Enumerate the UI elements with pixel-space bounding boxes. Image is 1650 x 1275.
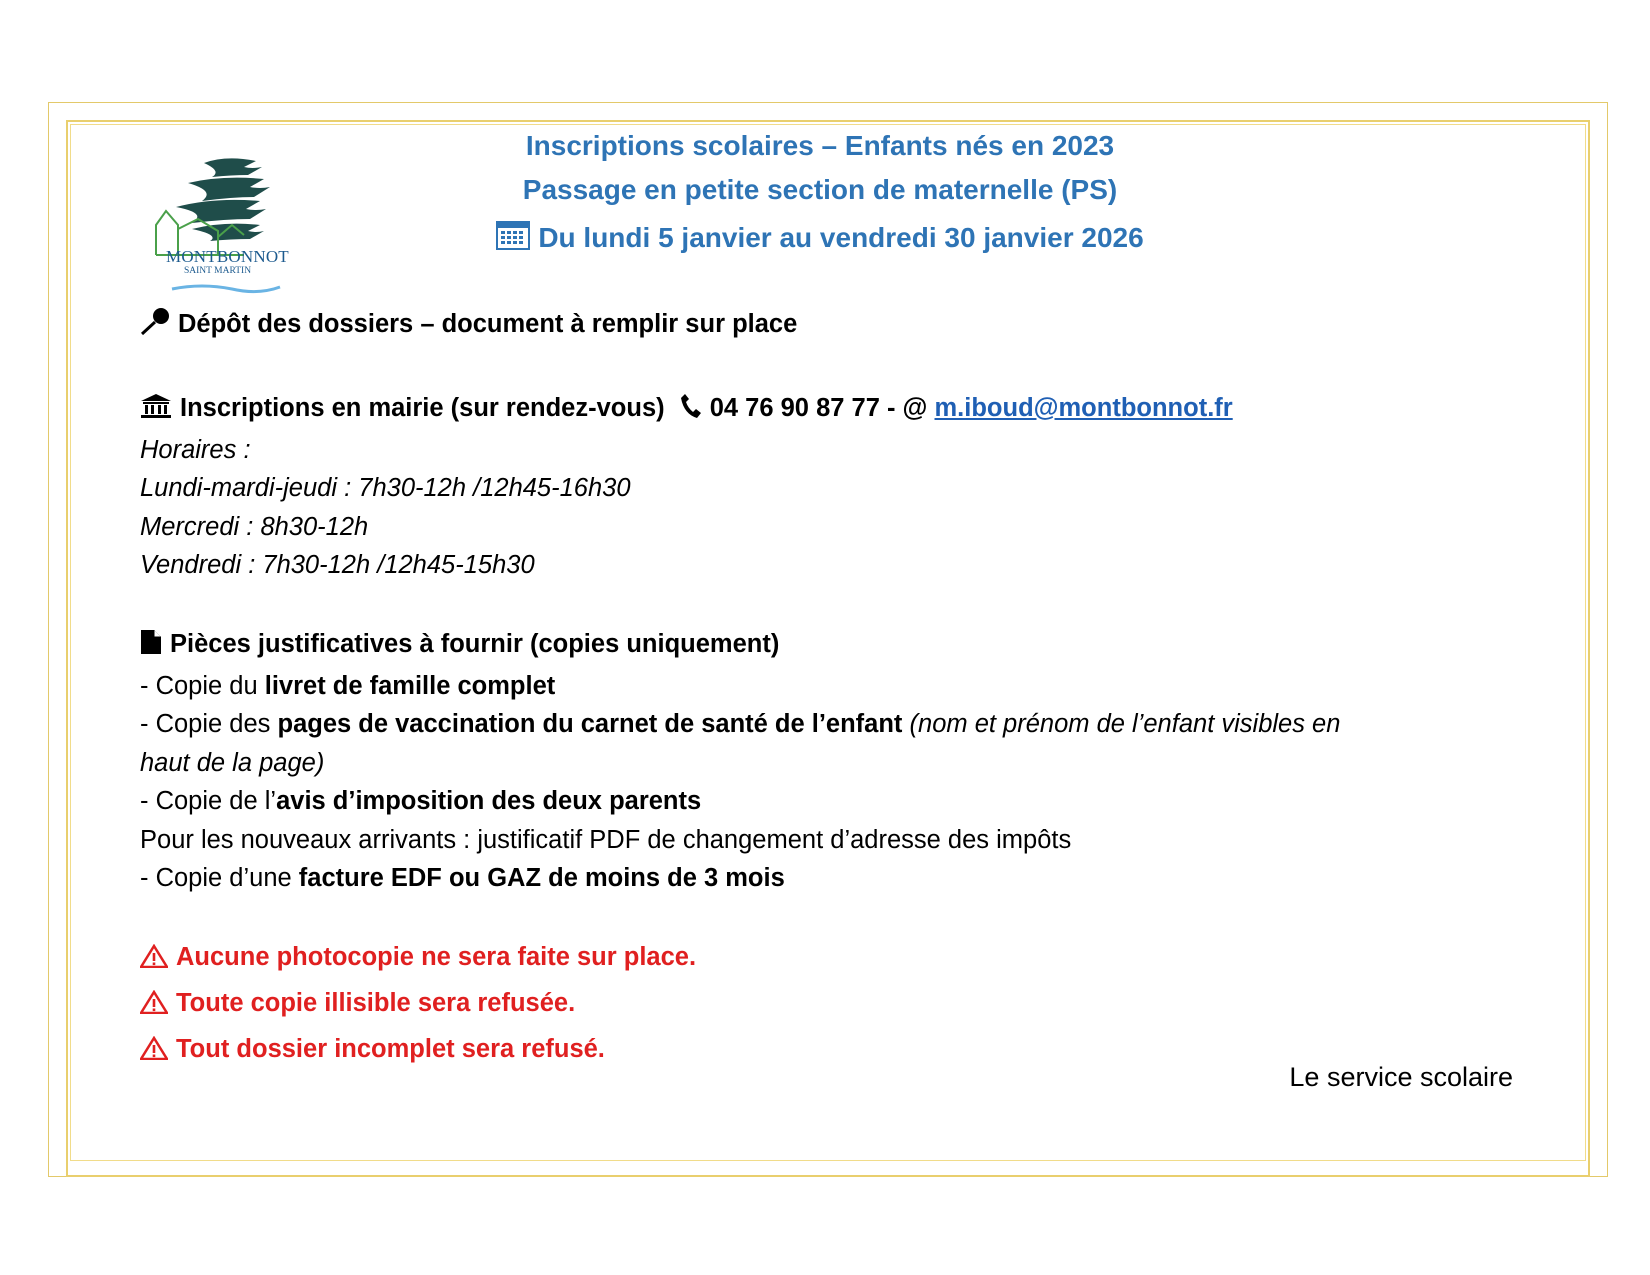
pieces-title: Pièces justificatives à fournir (copies uniquement) [170, 630, 780, 658]
mairie-heading [140, 389, 1520, 431]
logo-subname: SAINT MARTIN [184, 266, 252, 276]
list-item: Pour les nouveaux arrivants : justificatif PDF de changement d’adresse des impôts [140, 825, 1072, 854]
warning-icon [140, 939, 168, 982]
mairie-phone: 04 76 90 87 77 - @ [709, 394, 928, 422]
item-prefix: - Copie du [140, 671, 265, 700]
warning-icon [140, 985, 168, 1028]
warning-icon [140, 1031, 168, 1074]
warning-line [140, 982, 1520, 1028]
warning-text: Toute copie illisible sera refusée. [176, 989, 576, 1017]
depot-title: Dépôt des dossiers – document à remplir sur place [178, 310, 798, 338]
pushpin-icon [140, 307, 170, 347]
page-title: Inscriptions scolaires – Enfants nés en 2023 [525, 130, 1115, 161]
item-note-continued: haut de la page) [140, 748, 325, 777]
hours-label: Horaires : [140, 435, 251, 464]
item-bold: livret de famille complet [264, 671, 556, 700]
email-link[interactable]: m.iboud@montbonnot.fr [934, 394, 1233, 422]
date-range-text: Du lundi 5 janvier au vendredi 30 janvier 2026 [538, 222, 1144, 253]
warning-text: Tout dossier incomplet sera refusé. [176, 1035, 605, 1063]
mairie-title: Inscriptions en mairie (sur rendez-vous) [180, 394, 665, 422]
hours-line: Mercredi : 8h30-12h [140, 512, 369, 541]
phone-icon [680, 392, 702, 431]
item-prefix: - Copie de l’ [140, 787, 277, 815]
item-bold: avis d’imposition des deux parents [276, 787, 702, 815]
list-item [140, 782, 1520, 821]
logo-name: MONTBONNOT [166, 247, 289, 266]
depot-heading [140, 305, 1520, 347]
hours-line: Lundi-mardi-jeudi : 7h30-12h /12h45-16h30 [140, 474, 631, 502]
item-bold: pages de vaccination du carnet de santé de l’enfant [277, 710, 903, 738]
hours-line: Vendredi : 7h30-12h /12h45-15h30 [140, 551, 535, 579]
date-range [400, 220, 1240, 257]
page-subtitle: Passage en petite section de maternelle (PS) [522, 174, 1118, 205]
item-note: (nom et prénom de l’enfant visibles en [902, 710, 1341, 738]
calendar-icon [496, 220, 530, 257]
warning-line [140, 936, 1520, 982]
document-icon [140, 628, 162, 667]
pieces-heading [140, 625, 1520, 667]
item-prefix: - Copie d’une [140, 864, 299, 892]
montbonnot-logo [152, 155, 300, 295]
item-bold: facture EDF ou GAZ de moins de 3 mois [298, 864, 785, 892]
list-item [140, 859, 1520, 898]
main-content [140, 305, 1520, 1074]
town-hall-icon [140, 392, 172, 431]
list-item [140, 705, 1520, 744]
warning-text: Aucune photocopie ne sera faite sur place. [176, 943, 697, 971]
signature: Le service scolaire [1289, 1062, 1513, 1092]
item-prefix: - Copie des [140, 710, 278, 738]
list-item [140, 667, 1520, 706]
